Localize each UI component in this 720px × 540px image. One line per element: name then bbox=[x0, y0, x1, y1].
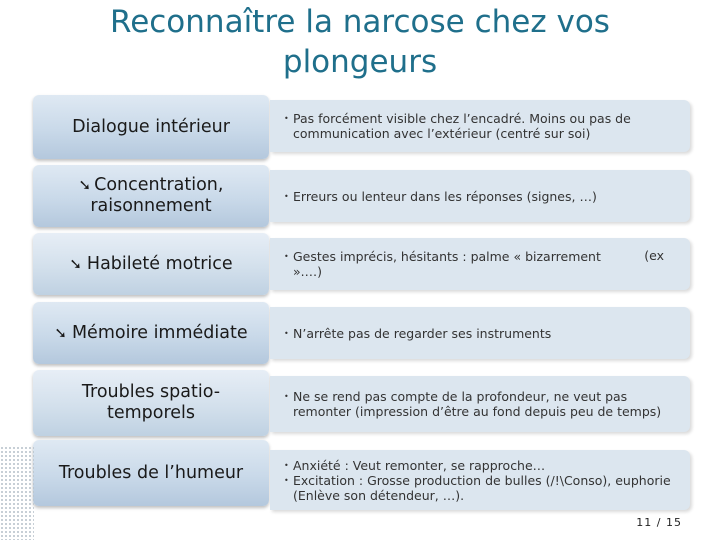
bullet-icon: • bbox=[284, 191, 289, 201]
row-description bbox=[270, 307, 690, 359]
row-description bbox=[270, 170, 690, 222]
row-label-text: Troubles spatio-temporels bbox=[81, 382, 221, 423]
list-item bbox=[284, 458, 682, 473]
row-description bbox=[270, 100, 690, 152]
row-label bbox=[33, 302, 269, 364]
bullet-text: Anxiété : Veut remonter, se rapproche… bbox=[293, 457, 546, 473]
row-label-text: Habileté motrice bbox=[86, 253, 233, 274]
row-label-text: Dialogue intérieur bbox=[72, 116, 230, 137]
bullet-text: Pas forcément visible chez l’encadré. Moins ou pas de communication avec l’extérieur (centré sur soi) bbox=[293, 111, 631, 141]
arrow-down-right-icon: ➘ bbox=[69, 254, 82, 273]
row-description bbox=[270, 238, 690, 290]
slide-title: Reconnaître la narcose chez vos plongeurs bbox=[110, 4, 610, 80]
arrow-down-right-icon: ➘ bbox=[78, 176, 92, 194]
bullet-icon: • bbox=[284, 460, 289, 470]
row-description bbox=[270, 450, 690, 510]
row-label-text: Mémoire immédiate bbox=[71, 322, 248, 343]
list-item bbox=[284, 326, 682, 341]
bullet-text: Gestes imprécis, hésitants : palme « bizarrement ».…) bbox=[293, 249, 601, 279]
row-label bbox=[33, 95, 269, 159]
bullet-icon: • bbox=[284, 475, 289, 485]
row-label bbox=[33, 233, 269, 295]
bullet-text: Ne se rend pas compte de la profondeur, ne veut pas remonter (impression d’être au fond depuis peu de temps) bbox=[293, 389, 662, 419]
bullet-text: Erreurs ou lenteur dans les réponses (signes, …) bbox=[293, 188, 597, 204]
list-item bbox=[284, 249, 682, 279]
row-label bbox=[33, 370, 269, 436]
row-label bbox=[33, 440, 269, 506]
bullet-icon: • bbox=[284, 114, 289, 123]
row-label-text: Troubles de l’humeur bbox=[58, 462, 244, 483]
bullet-icon: • bbox=[284, 392, 289, 401]
list-item bbox=[284, 473, 682, 503]
arrow-down-right-icon: ➘ bbox=[54, 323, 67, 342]
example-note: (ex bbox=[644, 248, 664, 263]
list-item bbox=[284, 111, 682, 141]
list-item bbox=[284, 389, 682, 419]
row-label bbox=[33, 165, 269, 227]
dotted-decoration bbox=[0, 446, 34, 540]
list-item bbox=[284, 189, 682, 204]
bullet-text: Excitation : Grosse production de bulles (/!\Conso), euphorie (Enlève son détendeur, …). bbox=[293, 472, 671, 503]
row-description bbox=[270, 376, 690, 432]
row-label-text: Concentration, raisonnement bbox=[90, 175, 224, 216]
bullet-text: N’arrête pas de regarder ses instruments bbox=[293, 325, 552, 341]
bullet-icon: • bbox=[284, 252, 289, 261]
bullet-icon: • bbox=[284, 328, 289, 338]
page-number: 11 / 15 bbox=[636, 516, 682, 529]
